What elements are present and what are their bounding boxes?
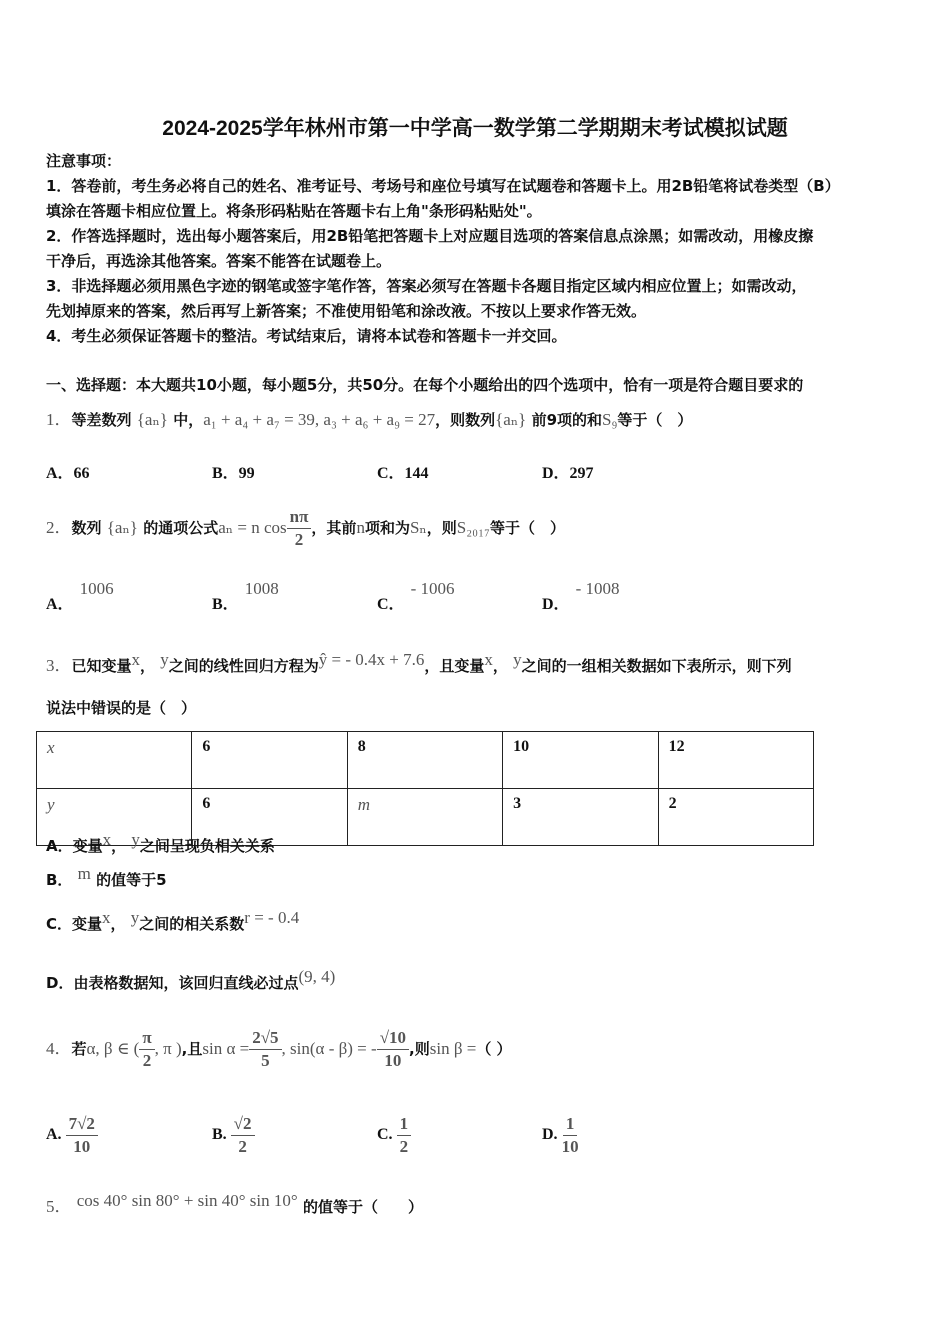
numerator: π xyxy=(139,1027,154,1050)
table-cell: 3 xyxy=(503,789,658,846)
text: ， xyxy=(110,915,126,933)
option-c: C．144 xyxy=(377,465,429,482)
q-text: 若 xyxy=(71,1040,87,1058)
math: r = - 0.4 xyxy=(244,908,300,927)
option-c xyxy=(377,579,455,614)
fraction xyxy=(377,1027,409,1072)
math: x xyxy=(102,830,112,849)
math: sin β = xyxy=(429,1039,477,1058)
q-text: 等于（ ） xyxy=(489,519,565,537)
question-5 xyxy=(46,1186,423,1222)
q-text: 中， xyxy=(173,411,204,429)
numerator: 1 xyxy=(563,1113,578,1136)
question-4 xyxy=(46,1022,512,1076)
option-b-label: B． xyxy=(212,596,239,613)
fraction xyxy=(287,506,312,551)
q-text: 的值等于（ ） xyxy=(302,1198,423,1216)
math: ŷ = - 0.4x + 7.6 xyxy=(318,650,425,669)
question-3 xyxy=(46,645,792,681)
label: C． xyxy=(46,915,73,933)
statement-c xyxy=(46,903,299,939)
text: 的值等于5 xyxy=(96,871,167,889)
math: y xyxy=(130,908,140,927)
q-text: 之间的线性回归方程为 xyxy=(168,657,319,675)
q-text: ，则 xyxy=(426,519,457,537)
math: y xyxy=(160,650,169,669)
q-text: 的通项公式 xyxy=(143,519,219,537)
denominator: 10 xyxy=(73,1136,91,1156)
text: 由表格数据知，该回归直线必过点 xyxy=(73,974,299,992)
option-b-value: 1008 xyxy=(244,579,279,598)
q-text: 之间的一组相关数据如下表所示，则下列 xyxy=(521,657,792,675)
table-cell: 2 xyxy=(658,789,813,846)
option-a-label: A． xyxy=(46,596,74,613)
notice-line: 填涂在答题卡相应位置上。将条形码粘贴在答题卡右上角"条形码粘贴处"。 xyxy=(46,202,542,220)
option-d: D．297 xyxy=(542,465,594,482)
fraction xyxy=(139,1027,154,1072)
option-d xyxy=(542,579,620,614)
q-number: 4． xyxy=(46,1039,72,1058)
q-number: 3． xyxy=(46,656,72,675)
denominator: 2 xyxy=(238,1136,247,1156)
math: a₁ + a₄ + a₇ = 39, a₃ + a₆ + a₉ = 27 xyxy=(203,410,436,429)
option-a-value: 1006 xyxy=(79,579,114,598)
q-text: （ ） xyxy=(476,1040,512,1058)
math: y xyxy=(513,650,522,669)
question-2 xyxy=(46,506,565,551)
label: A. xyxy=(46,1126,62,1143)
math: m xyxy=(77,864,91,883)
notice-line: 干净后，再选涂其他答案。答案不能答在试题卷上。 xyxy=(46,252,392,270)
notice-heading: 注意事项： xyxy=(46,152,122,170)
math: S₂₀₁₇ xyxy=(456,518,490,537)
q-text: ,且 xyxy=(181,1040,203,1058)
denominator: 2 xyxy=(399,1136,409,1156)
q-text: ，则数列 xyxy=(435,411,496,429)
option-c-label: C． xyxy=(377,596,405,613)
fraction xyxy=(231,1113,255,1158)
table-cell: 6 xyxy=(192,732,347,789)
q-number: 1． xyxy=(46,410,72,429)
notice-line: 3．非选择题必须用黑色字迹的钢笔或签字笔作答，答案必须写在答题卡各题目指定区域内相应位置上；如需改动， xyxy=(46,277,807,295)
numerator: 1 xyxy=(397,1113,412,1136)
text: 变量 xyxy=(72,837,103,855)
option-c-value: - 1006 xyxy=(410,579,455,598)
numerator: nπ xyxy=(287,506,312,529)
q-text: 等差数列 xyxy=(71,411,132,429)
table-cell: 6 xyxy=(192,789,347,846)
fraction xyxy=(66,1113,98,1158)
math: {aₙ} xyxy=(136,410,168,429)
numerator: √10 xyxy=(377,1027,409,1050)
table-cell: 12 xyxy=(658,732,813,789)
math: {aₙ} xyxy=(106,518,138,537)
math: , π ) xyxy=(154,1039,182,1058)
option-b xyxy=(212,1105,255,1165)
table-cell: 10 xyxy=(503,732,658,789)
table-cell: 8 xyxy=(347,732,502,789)
math: {aₙ} xyxy=(495,410,527,429)
table-row xyxy=(37,732,814,789)
statement-a xyxy=(46,826,275,860)
fraction xyxy=(397,1113,412,1158)
denominator: 10 xyxy=(384,1051,402,1070)
math: (9, 4) xyxy=(298,967,336,986)
q-number: 2． xyxy=(46,518,72,537)
notice-line: 2．作答选择题时，选出每小题答案后，用2B铅笔把答题卡上对应题目选项的答案信息点涂黑；如需改动，用橡皮擦 xyxy=(46,227,814,245)
q-text: 等于（ ） xyxy=(617,411,693,429)
cell-text: y xyxy=(47,795,55,814)
q-text: 前9项的和 xyxy=(531,411,603,429)
text: 之间的相关系数 xyxy=(139,915,245,933)
q-text: ， xyxy=(492,657,508,675)
notice-line: 4．考生必须保证答题卡的整洁。考试结束后，请将本试卷和答题卡一并交回。 xyxy=(46,327,567,345)
math: x xyxy=(131,650,141,669)
q-text: ,则 xyxy=(409,1040,430,1058)
math: n xyxy=(356,518,365,537)
question-1 xyxy=(46,410,692,430)
notice-line: 先划掉原来的答案，然后再写上新答案；不准使用铅笔和涂改液。不按以上要求作答无效。 xyxy=(46,302,647,320)
option-a: A．66 xyxy=(46,465,90,482)
q-text: 项和为 xyxy=(364,519,410,537)
math: Sₙ xyxy=(409,518,427,537)
denominator: 10 xyxy=(561,1136,579,1156)
cell-text: x xyxy=(47,738,55,757)
label: C. xyxy=(377,1126,393,1143)
label: B. xyxy=(212,1126,227,1143)
label: D． xyxy=(46,974,74,992)
q-text: ，且变量 xyxy=(424,657,485,675)
text: 之间呈现负相关关系 xyxy=(139,837,275,855)
denominator: 2 xyxy=(294,530,304,549)
option-b: B．99 xyxy=(212,465,255,482)
math: α, β ∈ ( xyxy=(86,1039,140,1058)
math: y xyxy=(131,830,140,849)
option-a xyxy=(46,579,114,614)
page-title: 2024-2025学年林州市第一中学高一数学第二学期期末考试模拟试题 xyxy=(162,117,788,140)
math: sin α = xyxy=(202,1039,250,1058)
q-text: 已知变量 xyxy=(71,657,132,675)
label: B． xyxy=(46,871,73,889)
numerator: 2√5 xyxy=(249,1027,281,1050)
label: A． xyxy=(46,837,73,855)
math: x xyxy=(484,650,493,669)
fraction xyxy=(562,1113,579,1158)
statement-b xyxy=(46,860,167,894)
math: aₙ = n cos xyxy=(218,518,287,537)
option-d-value: - 1008 xyxy=(575,579,620,598)
math: , sin(α - β) = - xyxy=(281,1039,377,1058)
option-c xyxy=(377,1105,411,1165)
q-text: ，其前 xyxy=(311,519,357,537)
denominator: 2 xyxy=(142,1051,152,1070)
statement-d xyxy=(46,962,335,998)
option-d xyxy=(542,1105,579,1165)
numerator: √2 xyxy=(231,1113,255,1136)
option-d-label: D． xyxy=(542,596,570,613)
math: cos 40° sin 80° + sin 40° sin 10° xyxy=(76,1191,298,1210)
q-number: 5． xyxy=(46,1197,72,1216)
math: x xyxy=(102,908,111,927)
numerator: 7√2 xyxy=(66,1113,98,1136)
q-text: 数列 xyxy=(71,519,102,537)
text: ， xyxy=(111,837,127,855)
table-cell xyxy=(347,789,502,846)
option-b xyxy=(212,579,279,614)
denominator: 5 xyxy=(261,1051,270,1070)
label: D. xyxy=(542,1126,558,1143)
text: 变量 xyxy=(72,915,103,933)
q-text: ， xyxy=(140,657,156,675)
question-3-line2: 说法中错误的是（ ） xyxy=(46,699,197,717)
math: S₉ xyxy=(602,410,618,429)
cell-text: m xyxy=(357,795,371,814)
notice-line: 1．答卷前，考生务必将自己的姓名、准考证号、考场号和座位号填写在试题卷和答题卡上。用2B铅笔将试卷类型（B） xyxy=(46,177,840,195)
option-a xyxy=(46,1105,98,1165)
table-cell xyxy=(37,732,192,789)
fraction xyxy=(249,1027,281,1072)
section-heading: 一、选择题：本大题共10小题，每小题5分，共50分。在每个小题给出的四个选项中，恰有一项是符合题目要求的 xyxy=(46,376,804,394)
